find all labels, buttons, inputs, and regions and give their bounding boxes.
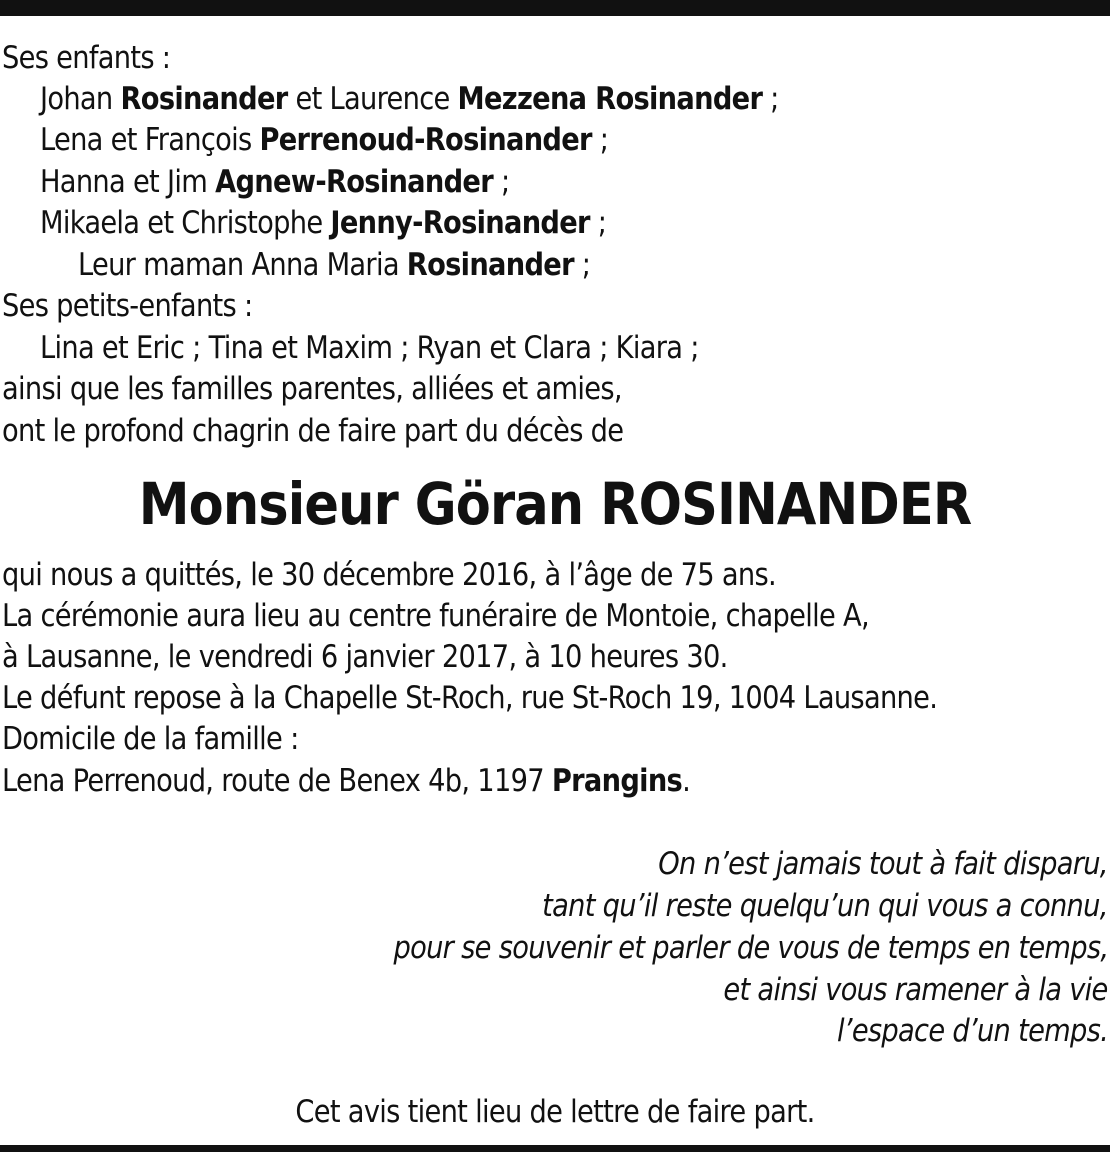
domicile-line: Lena Perrenoud, route de Benex 4b, 1197 Prangins. bbox=[2, 763, 691, 799]
top-rule bbox=[0, 0, 1110, 16]
poem-line-1: On n’est jamais tout à fait disparu, bbox=[658, 846, 1108, 882]
detail-line-5: Domicile de la famille : bbox=[2, 721, 299, 757]
detail-line-1: qui nous a quittés, le 30 décembre 2016, à l’âge de 75 ans. bbox=[2, 557, 776, 593]
poem-line-3: pour se souvenir et parler de vous de temps en temps, bbox=[393, 930, 1108, 966]
child-line-4: Mikaela et Christophe Jenny-Rosinander ; bbox=[40, 205, 607, 241]
detail-line-3: à Lausanne, le vendredi 6 janvier 2017, à 10 heures 30. bbox=[2, 639, 728, 675]
child-line-3: Hanna et Jim Agnew-Rosinander ; bbox=[40, 164, 510, 200]
heading-grandchildren: Ses petits-enfants : bbox=[2, 288, 253, 324]
grandchildren-line: Lina et Eric ; Tina et Maxim ; Ryan et Clara ; Kiara ; bbox=[40, 330, 699, 366]
poem-line-2: tant qu’il reste quelqu’un qui vous a connu, bbox=[542, 888, 1108, 924]
detail-line-2: La cérémonie aura lieu au centre funéraire de Montoie, chapelle A, bbox=[2, 598, 869, 634]
bottom-rule bbox=[0, 1145, 1110, 1152]
deceased-name: Monsieur Göran ROSINANDER bbox=[138, 470, 972, 538]
heading-children: Ses enfants : bbox=[2, 40, 171, 76]
child-line-1: Johan Rosinander et Laurence Mezzena Rosinander ; bbox=[40, 81, 779, 117]
families-line: ainsi que les familles parentes, alliées et amies, bbox=[2, 371, 622, 407]
poem-line-4: et ainsi vous ramener à la vie bbox=[723, 972, 1108, 1008]
closing-note: Cet avis tient lieu de lettre de faire part. bbox=[295, 1094, 815, 1130]
poem-line-5: l’espace d’un temps. bbox=[836, 1013, 1108, 1049]
child-line-2: Lena et François Perrenoud-Rosinander ; bbox=[40, 122, 609, 158]
mother-line: Leur maman Anna Maria Rosinander ; bbox=[78, 247, 591, 283]
detail-line-4: Le défunt repose à la Chapelle St-Roch, rue St-Roch 19, 1004 Lausanne. bbox=[2, 680, 938, 716]
announcement-line: ont le profond chagrin de faire part du décès de bbox=[2, 413, 624, 449]
